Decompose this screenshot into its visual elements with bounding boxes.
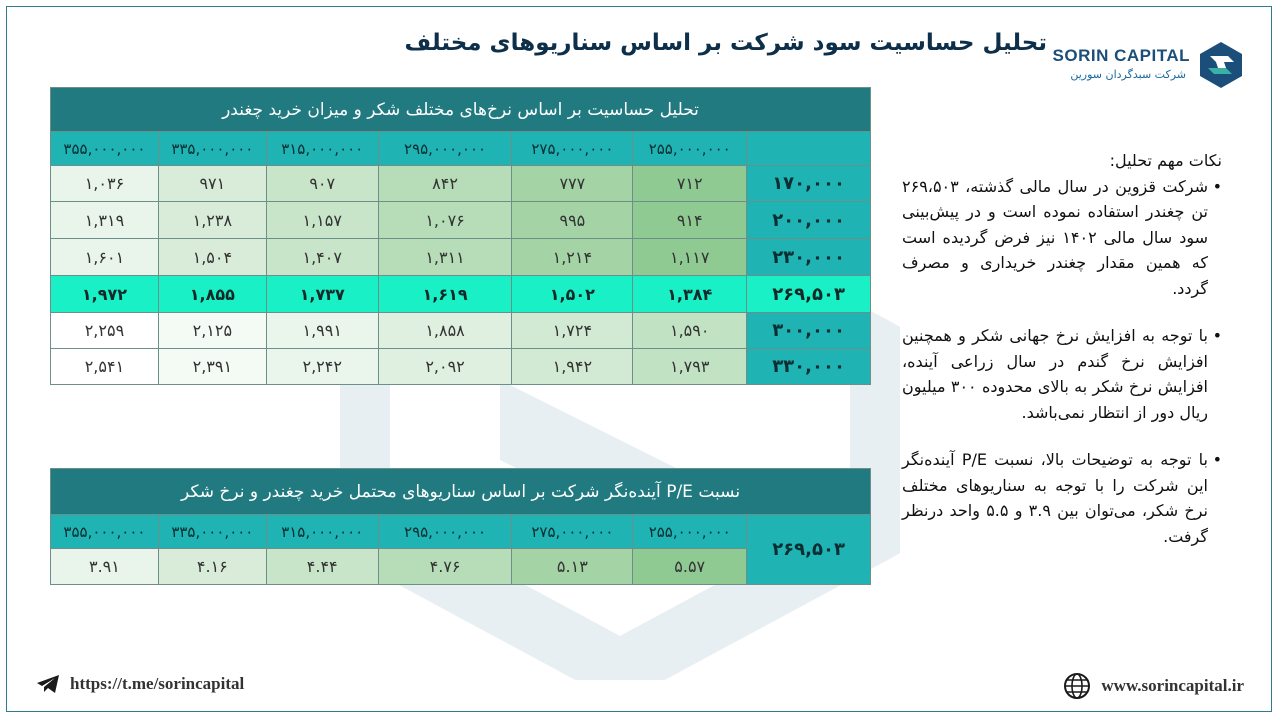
table-cell: ۱,۵۰۲ xyxy=(512,276,633,313)
website-url[interactable]: www.sorincapital.ir xyxy=(1101,676,1244,695)
table-cell: ۱,۸۵۵ xyxy=(158,276,266,313)
note-item: • شرکت قزوین در سال مالی گذشته، ۲۶۹،۵۰۳ تن چغندر استفاده نموده است و در پیش‌بینی سود سال مالی ۱۴۰۲ نیز فرض گردیده است که همین مقدار چغندر خریداری و مصرف گردد. xyxy=(902,174,1208,302)
table-row xyxy=(51,313,871,349)
table-row xyxy=(51,239,871,276)
table-cell: ۴.۷۶ xyxy=(378,549,512,585)
table2-title: نسبت P/E آینده‌نگر شرکت بر اساس سناریوهای محتمل خرید چغندر و نرخ شکر xyxy=(51,469,871,515)
table-cell: ۳.۹۱ xyxy=(51,549,159,585)
table-cell: ۱,۵۰۴ xyxy=(158,239,266,276)
column-header: ۳۳۵,۰۰۰,۰۰۰ xyxy=(158,132,266,166)
table1-title: تحلیل حساسیت بر اساس نرخ‌های مختلف شکر و میزان خرید چغندر xyxy=(51,88,871,132)
table-cell: ۸۴۲ xyxy=(378,166,512,202)
row-key: ۲۰۰,۰۰۰ xyxy=(747,202,871,239)
globe-icon xyxy=(1063,672,1091,700)
table-cell: ۱,۱۱۷ xyxy=(633,239,747,276)
table-cell: ۱,۶۱۹ xyxy=(378,276,512,313)
table-cell: ۵.۵۷ xyxy=(633,549,747,585)
logo-name: SORIN CAPITAL xyxy=(1052,46,1190,65)
table-cell: ۱,۰۳۶ xyxy=(51,166,159,202)
table-cell: ۱,۸۵۸ xyxy=(378,313,512,349)
telegram-url[interactable]: https://t.me/sorincapital xyxy=(70,674,245,693)
table-cell: ۲,۵۴۱ xyxy=(51,349,159,385)
row-key: ۲۳۰,۰۰۰ xyxy=(747,239,871,276)
column-header: ۲۹۵,۰۰۰,۰۰۰ xyxy=(378,132,512,166)
column-header: ۲۵۵,۰۰۰,۰۰۰ xyxy=(633,132,747,166)
table-cell: ۲,۲۵۹ xyxy=(51,313,159,349)
column-header: ۲۷۵,۰۰۰,۰۰۰ xyxy=(512,132,633,166)
column-header: ۲۷۵,۰۰۰,۰۰۰ xyxy=(512,515,633,549)
table-cell: ۱,۴۰۷ xyxy=(266,239,378,276)
column-header: ۳۵۵,۰۰۰,۰۰۰ xyxy=(51,132,159,166)
table-cell: ۷۷۷ xyxy=(512,166,633,202)
note-item: • با توجه به توضیحات بالا، نسبت P/E آینده‌نگر این شرکت را با توجه به سناریوهای مختلف نرخ شکر، می‌توان بین ۳.۹ و ۵.۵ واحد درنظر گرفت. xyxy=(902,447,1208,549)
corner-cell xyxy=(747,132,871,166)
table-row xyxy=(51,349,871,385)
column-header: ۳۵۵,۰۰۰,۰۰۰ xyxy=(51,515,159,549)
column-header: ۲۵۵,۰۰۰,۰۰۰ xyxy=(633,515,747,549)
table-cell: ۱,۹۹۱ xyxy=(266,313,378,349)
row-key: ۲۶۹,۵۰۳ xyxy=(747,515,871,585)
column-header: ۳۳۵,۰۰۰,۰۰۰ xyxy=(158,515,266,549)
pe-ratio-table xyxy=(50,468,871,585)
notes-list xyxy=(902,174,1222,550)
table-cell: ۴.۴۴ xyxy=(266,549,378,585)
table-cell: ۹۷۱ xyxy=(158,166,266,202)
logo-subtitle: شرکت سبدگردان سورین xyxy=(1070,68,1186,81)
table-cell: ۱,۷۳۷ xyxy=(266,276,378,313)
website-link[interactable] xyxy=(1063,672,1244,700)
table-cell: ۲,۲۴۲ xyxy=(266,349,378,385)
table-cell: ۱,۹۷۲ xyxy=(51,276,159,313)
table-cell: ۹۰۷ xyxy=(266,166,378,202)
row-key: ۳۳۰,۰۰۰ xyxy=(747,349,871,385)
table-cell: ۴.۱۶ xyxy=(158,549,266,585)
table-cell: ۱,۶۰۱ xyxy=(51,239,159,276)
table-cell: ۹۱۴ xyxy=(633,202,747,239)
sensitivity-table xyxy=(50,87,871,385)
row-key: ۲۶۹,۵۰۳ xyxy=(747,276,871,313)
column-header: ۲۹۵,۰۰۰,۰۰۰ xyxy=(378,515,512,549)
table-cell: ۹۹۵ xyxy=(512,202,633,239)
table-cell: ۱,۱۵۷ xyxy=(266,202,378,239)
table-cell: ۵.۱۳ xyxy=(512,549,633,585)
table-cell: ۱,۳۸۴ xyxy=(633,276,747,313)
table-cell: ۱,۷۲۴ xyxy=(512,313,633,349)
table-cell: ۱,۳۱۹ xyxy=(51,202,159,239)
notes-heading: نکات مهم تحلیل: xyxy=(1109,151,1222,170)
table-cell: ۱,۳۱۱ xyxy=(378,239,512,276)
table-cell: ۷۱۲ xyxy=(633,166,747,202)
table-cell: ۲,۰۹۲ xyxy=(378,349,512,385)
logo-mark-icon xyxy=(1198,40,1244,90)
table-row xyxy=(51,202,871,239)
telegram-link[interactable] xyxy=(36,674,244,694)
telegram-icon xyxy=(36,674,60,694)
row-key: ۱۷۰,۰۰۰ xyxy=(747,166,871,202)
table-cell: ۱,۹۴۲ xyxy=(512,349,633,385)
table-cell: ۲,۱۲۵ xyxy=(158,313,266,349)
page-title: تحلیل حساسیت سود شرکت بر اساس سناریوهای مختلف xyxy=(404,30,1047,56)
table-cell: ۱,۷۹۳ xyxy=(633,349,747,385)
table-cell: ۱,۲۳۸ xyxy=(158,202,266,239)
note-item: • با توجه به افزایش نرخ جهانی شکر و همچنین افزایش نرخ گندم در سال زراعی آینده، افزایش نرخ شکر به بالای محدوده ۳۰۰ میلیون ریال دور از انتظار نمی‌باشد. xyxy=(902,323,1208,425)
table-row xyxy=(51,166,871,202)
highlighted-row xyxy=(51,276,871,313)
table-cell: ۲,۳۹۱ xyxy=(158,349,266,385)
table-cell: ۱,۲۱۴ xyxy=(512,239,633,276)
sorin-capital-logo xyxy=(1044,38,1244,92)
table-cell: ۱,۵۹۰ xyxy=(633,313,747,349)
column-header: ۳۱۵,۰۰۰,۰۰۰ xyxy=(266,515,378,549)
column-header: ۳۱۵,۰۰۰,۰۰۰ xyxy=(266,132,378,166)
table-cell: ۱,۰۷۶ xyxy=(378,202,512,239)
row-key: ۳۰۰,۰۰۰ xyxy=(747,313,871,349)
analysis-notes xyxy=(902,148,1222,571)
